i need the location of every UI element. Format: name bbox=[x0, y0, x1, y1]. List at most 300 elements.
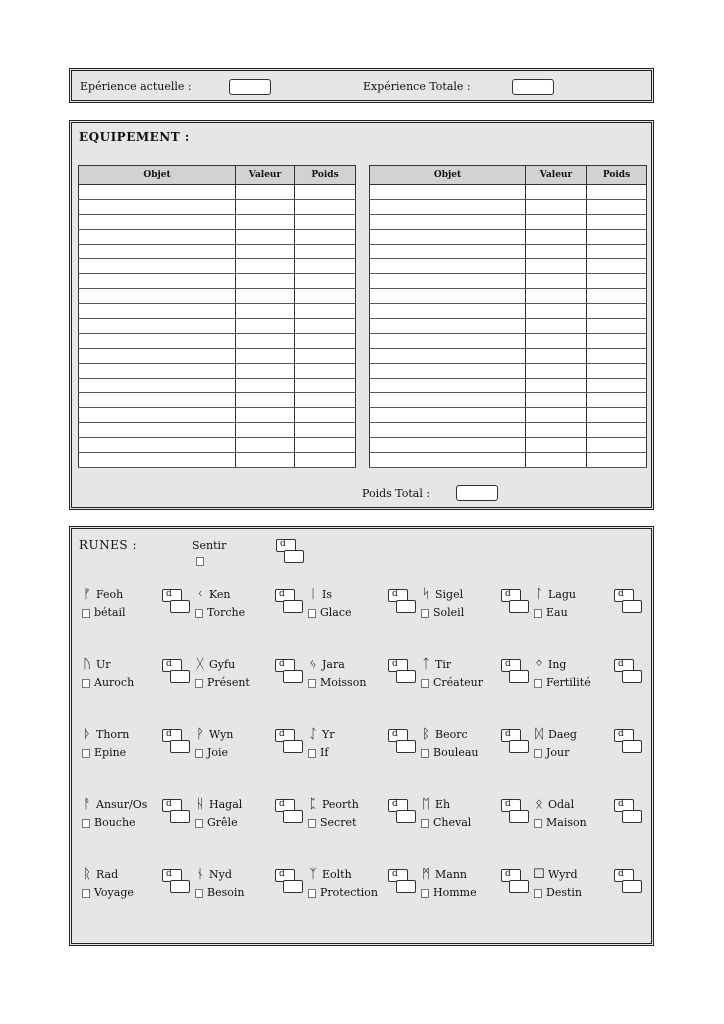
table-cell[interactable] bbox=[587, 348, 647, 363]
dice-label: d bbox=[166, 869, 172, 879]
dice-label: d bbox=[392, 659, 398, 669]
rune-dice[interactable] bbox=[275, 589, 303, 613]
rune-checkbox[interactable] bbox=[82, 609, 90, 618]
table-cell[interactable] bbox=[526, 363, 587, 378]
total-weight-field[interactable] bbox=[456, 485, 498, 501]
table-row bbox=[370, 453, 647, 468]
rune-name: Mann bbox=[435, 868, 467, 881]
table-cell[interactable] bbox=[370, 214, 526, 229]
table-row bbox=[370, 438, 647, 453]
rune-dice[interactable] bbox=[614, 869, 642, 893]
column-header-value: Valeur bbox=[236, 166, 295, 185]
table-cell[interactable] bbox=[587, 453, 647, 468]
table-cell[interactable] bbox=[370, 438, 526, 453]
rune-name: Ken bbox=[209, 588, 231, 601]
table-cell[interactable] bbox=[79, 229, 236, 244]
table-cell[interactable] bbox=[295, 348, 356, 363]
sense-checkbox[interactable] bbox=[196, 557, 204, 566]
rune-glyph-icon: ᚷ bbox=[196, 657, 204, 672]
table-row bbox=[79, 214, 356, 229]
rune-name: Yr bbox=[322, 728, 335, 741]
table-cell[interactable] bbox=[526, 378, 587, 393]
table-cell[interactable] bbox=[370, 333, 526, 348]
table-cell[interactable] bbox=[370, 274, 526, 289]
runes-panel bbox=[69, 526, 654, 946]
dice-label: d bbox=[280, 539, 286, 549]
rune-meaning: Présent bbox=[207, 676, 250, 689]
rune-checkbox[interactable] bbox=[534, 679, 542, 688]
table-cell[interactable] bbox=[79, 393, 236, 408]
table-cell[interactable] bbox=[526, 289, 587, 304]
dice-label: d bbox=[505, 659, 511, 669]
table-cell[interactable] bbox=[370, 259, 526, 274]
table-cell[interactable] bbox=[370, 423, 526, 438]
table-cell[interactable] bbox=[587, 214, 647, 229]
rune-meaning: If bbox=[320, 746, 329, 759]
rune-checkbox[interactable] bbox=[308, 889, 316, 898]
table-cell[interactable] bbox=[526, 185, 587, 200]
rune-checkbox[interactable] bbox=[195, 819, 203, 828]
table-cell[interactable] bbox=[587, 363, 647, 378]
rune-glyph-icon: ᚨ bbox=[83, 797, 91, 812]
table-row bbox=[370, 319, 647, 334]
table-cell[interactable] bbox=[587, 199, 647, 214]
rune-dice[interactable] bbox=[614, 589, 642, 613]
table-cell[interactable] bbox=[587, 393, 647, 408]
table-cell[interactable] bbox=[79, 363, 236, 378]
rune-meaning: Destin bbox=[546, 886, 582, 899]
rune-meaning: Protection bbox=[320, 886, 379, 899]
table-row bbox=[370, 229, 647, 244]
total-experience-field[interactable] bbox=[512, 79, 554, 95]
rune-glyph-icon: ᛚ bbox=[535, 587, 543, 602]
table-cell[interactable] bbox=[587, 438, 647, 453]
table-row bbox=[79, 244, 356, 259]
table-cell[interactable] bbox=[370, 453, 526, 468]
rune-meaning: Jour bbox=[546, 746, 570, 759]
table-cell[interactable] bbox=[236, 333, 295, 348]
dice-label: d bbox=[166, 659, 172, 669]
table-cell[interactable] bbox=[370, 229, 526, 244]
rune-dice[interactable] bbox=[388, 729, 416, 753]
rune-dice[interactable] bbox=[501, 799, 529, 823]
rune-dice[interactable] bbox=[162, 869, 190, 893]
sense-checkbox-wrap bbox=[194, 535, 214, 571]
rune-dice[interactable] bbox=[501, 869, 529, 893]
dice-label: d bbox=[279, 799, 285, 809]
table-row bbox=[79, 378, 356, 393]
current-experience-field[interactable] bbox=[229, 79, 271, 95]
table-cell[interactable] bbox=[587, 333, 647, 348]
rune-checkbox[interactable] bbox=[534, 819, 542, 828]
table-row bbox=[79, 333, 356, 348]
equipment-table-left bbox=[78, 165, 356, 468]
table-cell[interactable] bbox=[79, 199, 236, 214]
rune-dice[interactable] bbox=[614, 799, 642, 823]
table-row bbox=[370, 244, 647, 259]
table-cell[interactable] bbox=[295, 214, 356, 229]
table-row bbox=[370, 259, 647, 274]
table-cell[interactable] bbox=[295, 274, 356, 289]
table-cell[interactable] bbox=[236, 214, 295, 229]
rune-checkbox[interactable] bbox=[421, 749, 429, 758]
rune-glyph-icon: ᛗ bbox=[422, 867, 430, 882]
dice-label: d bbox=[279, 869, 285, 879]
dice-label: d bbox=[505, 589, 511, 599]
equipment-panel bbox=[69, 120, 654, 510]
dice-label: d bbox=[505, 729, 511, 739]
rune-name: Rad bbox=[96, 868, 119, 881]
rune-glyph-icon: ᚠ bbox=[83, 587, 91, 602]
rune-name: Feoh bbox=[96, 588, 124, 601]
table-cell[interactable] bbox=[79, 319, 236, 334]
table-cell[interactable] bbox=[370, 393, 526, 408]
rune-dice[interactable] bbox=[388, 869, 416, 893]
table-cell[interactable] bbox=[295, 319, 356, 334]
rune-checkbox[interactable] bbox=[534, 749, 542, 758]
rune-name: Wyrd bbox=[548, 868, 578, 881]
rune-name: Is bbox=[322, 588, 332, 601]
table-row bbox=[370, 423, 647, 438]
rune-dice[interactable] bbox=[162, 589, 190, 613]
rune-dice[interactable] bbox=[501, 729, 529, 753]
table-cell[interactable] bbox=[526, 333, 587, 348]
table-cell[interactable] bbox=[587, 408, 647, 423]
rune-checkbox[interactable] bbox=[195, 889, 203, 898]
table-cell[interactable] bbox=[236, 304, 295, 319]
rune-checkbox[interactable] bbox=[421, 819, 429, 828]
table-cell[interactable] bbox=[236, 274, 295, 289]
equipment-title: EQUIPEMENT : bbox=[79, 130, 190, 144]
rune-dice[interactable] bbox=[275, 729, 303, 753]
table-cell[interactable] bbox=[79, 378, 236, 393]
table-row bbox=[370, 333, 647, 348]
table-cell[interactable] bbox=[236, 319, 295, 334]
table-cell[interactable] bbox=[236, 378, 295, 393]
rune-glyph-icon: ᛃ bbox=[309, 657, 317, 672]
column-header-weight: Poids bbox=[295, 166, 356, 185]
rune-checkbox[interactable] bbox=[82, 819, 90, 828]
table-cell[interactable] bbox=[79, 453, 236, 468]
table-row bbox=[79, 423, 356, 438]
table-row bbox=[79, 185, 356, 200]
dice-label: d bbox=[618, 799, 624, 809]
rune-dice[interactable] bbox=[162, 729, 190, 753]
column-header-value: Valeur bbox=[526, 166, 587, 185]
table-cell[interactable] bbox=[370, 348, 526, 363]
table-cell[interactable] bbox=[79, 289, 236, 304]
table-cell[interactable] bbox=[587, 378, 647, 393]
table-cell[interactable] bbox=[236, 348, 295, 363]
rune-glyph-icon: ᛁ bbox=[309, 587, 317, 602]
rune-meaning: Soleil bbox=[433, 606, 465, 619]
table-cell[interactable] bbox=[236, 229, 295, 244]
rune-meaning: Joie bbox=[207, 746, 229, 759]
table-cell[interactable] bbox=[295, 393, 356, 408]
total-experience-label: Expérience Totale : bbox=[363, 80, 471, 93]
dice-label: d bbox=[392, 799, 398, 809]
table-cell[interactable] bbox=[587, 423, 647, 438]
rune-glyph-icon: ᚱ bbox=[83, 867, 91, 882]
table-row bbox=[370, 274, 647, 289]
rune-name: Jara bbox=[322, 658, 345, 671]
table-cell[interactable] bbox=[295, 438, 356, 453]
rune-dice[interactable] bbox=[162, 799, 190, 823]
table-cell[interactable] bbox=[370, 304, 526, 319]
sense-label: Sentir bbox=[192, 539, 227, 552]
rune-meaning: Homme bbox=[433, 886, 477, 899]
rune-checkbox[interactable] bbox=[195, 609, 203, 618]
rune-meaning: Fertilité bbox=[546, 676, 591, 689]
rune-dice[interactable] bbox=[614, 659, 642, 683]
table-row bbox=[370, 185, 647, 200]
rune-meaning: Epine bbox=[94, 746, 127, 759]
table-cell[interactable] bbox=[236, 438, 295, 453]
table-cell[interactable] bbox=[236, 259, 295, 274]
dice-label: d bbox=[392, 869, 398, 879]
table-row bbox=[79, 229, 356, 244]
table-cell[interactable] bbox=[370, 319, 526, 334]
rune-meaning: Grêle bbox=[207, 816, 238, 829]
table-cell[interactable] bbox=[370, 185, 526, 200]
table-cell[interactable] bbox=[295, 244, 356, 259]
rune-glyph-icon: ᛒ bbox=[422, 727, 430, 742]
table-cell[interactable] bbox=[79, 348, 236, 363]
rune-glyph-icon: ᛉ bbox=[309, 867, 317, 882]
rune-meaning: Secret bbox=[320, 816, 357, 829]
table-cell[interactable] bbox=[526, 348, 587, 363]
rune-glyph-icon: ᚹ bbox=[196, 727, 204, 742]
dice-label: d bbox=[279, 659, 285, 669]
table-cell[interactable] bbox=[79, 185, 236, 200]
rune-meaning: Cheval bbox=[433, 816, 472, 829]
table-row bbox=[79, 259, 356, 274]
column-header-weight: Poids bbox=[587, 166, 647, 185]
rune-name: Nyd bbox=[209, 868, 232, 881]
rune-meaning: bétail bbox=[94, 606, 126, 619]
rune-dice[interactable] bbox=[388, 799, 416, 823]
table-cell[interactable] bbox=[295, 378, 356, 393]
column-header-object: Objet bbox=[79, 166, 236, 185]
table-cell[interactable] bbox=[526, 214, 587, 229]
table-cell[interactable] bbox=[236, 289, 295, 304]
table-cell[interactable] bbox=[236, 244, 295, 259]
rune-checkbox[interactable] bbox=[421, 889, 429, 898]
table-cell[interactable] bbox=[370, 408, 526, 423]
table-row bbox=[79, 319, 356, 334]
table-row bbox=[370, 289, 647, 304]
table-row bbox=[370, 393, 647, 408]
rune-name: Wyn bbox=[209, 728, 234, 741]
dice-label: d bbox=[505, 869, 511, 879]
rune-name: Tir bbox=[435, 658, 452, 671]
table-cell[interactable] bbox=[526, 304, 587, 319]
sense-dice[interactable] bbox=[276, 539, 304, 563]
rune-checkbox[interactable] bbox=[534, 889, 542, 898]
table-row bbox=[79, 408, 356, 423]
table-cell[interactable] bbox=[526, 199, 587, 214]
table-cell[interactable] bbox=[79, 408, 236, 423]
table-cell[interactable] bbox=[79, 304, 236, 319]
rune-glyph-icon: ᛞ bbox=[535, 727, 543, 742]
table-cell[interactable] bbox=[526, 259, 587, 274]
table-cell[interactable] bbox=[295, 229, 356, 244]
table-cell[interactable] bbox=[295, 453, 356, 468]
table-cell[interactable] bbox=[587, 229, 647, 244]
rune-checkbox[interactable] bbox=[308, 609, 316, 618]
table-cell[interactable] bbox=[79, 274, 236, 289]
dice-label: d bbox=[618, 869, 624, 879]
rune-checkbox[interactable] bbox=[82, 889, 90, 898]
table-row bbox=[370, 408, 647, 423]
dice-label: d bbox=[392, 729, 398, 739]
table-cell[interactable] bbox=[79, 438, 236, 453]
rune-checkbox[interactable] bbox=[195, 749, 203, 758]
table-cell[interactable] bbox=[587, 319, 647, 334]
table-cell[interactable] bbox=[370, 244, 526, 259]
rune-name: Odal bbox=[548, 798, 575, 811]
rune-name: Daeg bbox=[548, 728, 577, 741]
rune-checkbox[interactable] bbox=[534, 609, 542, 618]
table-cell[interactable] bbox=[587, 185, 647, 200]
rune-checkbox[interactable] bbox=[308, 749, 316, 758]
runes-title: RUNES : bbox=[79, 538, 137, 552]
table-cell[interactable] bbox=[370, 199, 526, 214]
rune-dice[interactable] bbox=[388, 589, 416, 613]
table-cell[interactable] bbox=[526, 319, 587, 334]
rune-meaning: Auroch bbox=[94, 676, 135, 689]
dice-label: d bbox=[618, 659, 624, 669]
table-cell[interactable] bbox=[295, 185, 356, 200]
rune-meaning: Voyage bbox=[94, 886, 134, 899]
table-cell[interactable] bbox=[79, 333, 236, 348]
rune-dice[interactable] bbox=[162, 659, 190, 683]
rune-dice[interactable] bbox=[501, 589, 529, 613]
rune-checkbox[interactable] bbox=[82, 749, 90, 758]
table-cell[interactable] bbox=[236, 363, 295, 378]
table-cell[interactable] bbox=[587, 244, 647, 259]
table-row bbox=[79, 453, 356, 468]
rune-checkbox[interactable] bbox=[308, 819, 316, 828]
table-cell[interactable] bbox=[236, 423, 295, 438]
table-cell[interactable] bbox=[587, 274, 647, 289]
table-cell[interactable] bbox=[295, 363, 356, 378]
table-cell[interactable] bbox=[526, 229, 587, 244]
table-cell[interactable] bbox=[526, 408, 587, 423]
rune-meaning: Maison bbox=[546, 816, 587, 829]
table-cell[interactable] bbox=[295, 199, 356, 214]
rune-dice[interactable] bbox=[614, 729, 642, 753]
table-cell[interactable] bbox=[79, 214, 236, 229]
rune-glyph-icon: ᛇ bbox=[309, 727, 317, 742]
table-cell[interactable] bbox=[236, 393, 295, 408]
rune-name: Ansur/Os bbox=[96, 798, 148, 811]
table-cell[interactable] bbox=[295, 423, 356, 438]
table-row bbox=[79, 393, 356, 408]
rune-checkbox[interactable] bbox=[82, 679, 90, 688]
rune-name: Ing bbox=[548, 658, 567, 671]
rune-name: Beorc bbox=[435, 728, 468, 741]
rune-name: Hagal bbox=[209, 798, 243, 811]
rune-glyph-icon: ᛋ bbox=[422, 587, 430, 602]
rune-name: Thorn bbox=[96, 728, 130, 741]
table-cell[interactable] bbox=[587, 289, 647, 304]
table-cell[interactable] bbox=[526, 244, 587, 259]
table-cell[interactable] bbox=[79, 423, 236, 438]
table-cell[interactable] bbox=[587, 259, 647, 274]
table-row bbox=[79, 348, 356, 363]
rune-dice[interactable] bbox=[275, 659, 303, 683]
rune-name: Gyfu bbox=[209, 658, 236, 671]
rune-checkbox[interactable] bbox=[195, 679, 203, 688]
rune-glyph-icon: ᛏ bbox=[422, 657, 430, 672]
table-row bbox=[79, 199, 356, 214]
table-cell[interactable] bbox=[526, 423, 587, 438]
experience-panel bbox=[69, 68, 654, 103]
table-cell[interactable] bbox=[295, 304, 356, 319]
rune-name: Ur bbox=[96, 658, 111, 671]
rune-glyph-icon: ᛈ bbox=[309, 797, 317, 812]
table-cell[interactable] bbox=[236, 408, 295, 423]
dice-label: d bbox=[618, 729, 624, 739]
table-cell[interactable] bbox=[295, 259, 356, 274]
rune-checkbox[interactable] bbox=[421, 679, 429, 688]
rune-dice[interactable] bbox=[501, 659, 529, 683]
table-row bbox=[370, 348, 647, 363]
dice-label: d bbox=[392, 589, 398, 599]
table-cell[interactable] bbox=[236, 453, 295, 468]
table-cell[interactable] bbox=[526, 393, 587, 408]
rune-glyph-icon: ᚾ bbox=[196, 867, 204, 882]
rune-name: Eh bbox=[435, 798, 451, 811]
table-row bbox=[79, 438, 356, 453]
table-cell[interactable] bbox=[526, 453, 587, 468]
rune-dice[interactable] bbox=[275, 869, 303, 893]
rune-meaning: Moisson bbox=[320, 676, 367, 689]
rune-glyph-icon: ᛟ bbox=[535, 797, 543, 812]
rune-glyph-icon: ᚺ bbox=[196, 797, 204, 812]
table-row bbox=[79, 304, 356, 319]
rune-meaning: Eau bbox=[546, 606, 568, 619]
table-cell[interactable] bbox=[370, 289, 526, 304]
rune-name: Sigel bbox=[435, 588, 464, 601]
table-cell[interactable] bbox=[295, 333, 356, 348]
dice-label: d bbox=[505, 799, 511, 809]
rune-glyph-icon: ᛜ bbox=[535, 657, 543, 672]
table-cell[interactable] bbox=[79, 244, 236, 259]
rune-name: Lagu bbox=[548, 588, 576, 601]
table-cell[interactable] bbox=[79, 259, 236, 274]
rune-meaning: Torche bbox=[207, 606, 246, 619]
table-cell[interactable] bbox=[295, 408, 356, 423]
rune-meaning: Créateur bbox=[433, 676, 484, 689]
table-cell[interactable] bbox=[526, 438, 587, 453]
rune-checkbox[interactable] bbox=[308, 679, 316, 688]
rune-checkbox[interactable] bbox=[421, 609, 429, 618]
table-cell[interactable] bbox=[236, 185, 295, 200]
table-cell[interactable] bbox=[236, 199, 295, 214]
table-cell[interactable] bbox=[370, 378, 526, 393]
table-row bbox=[79, 289, 356, 304]
table-cell[interactable] bbox=[526, 274, 587, 289]
table-cell[interactable] bbox=[587, 304, 647, 319]
table-cell[interactable] bbox=[370, 363, 526, 378]
rune-meaning: Bouleau bbox=[433, 746, 479, 759]
dice-label: d bbox=[166, 799, 172, 809]
rune-dice[interactable] bbox=[388, 659, 416, 683]
rune-dice[interactable] bbox=[275, 799, 303, 823]
table-cell[interactable] bbox=[295, 289, 356, 304]
